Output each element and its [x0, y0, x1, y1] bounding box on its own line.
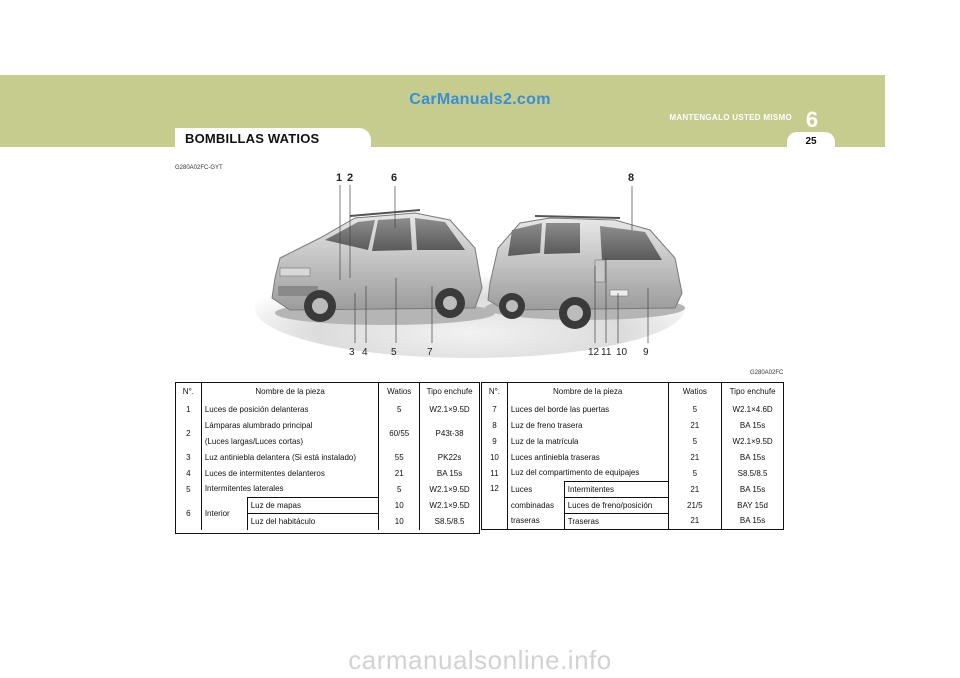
callout-10: 10	[616, 347, 628, 358]
row-name: Luces del borde las puertas	[507, 402, 668, 418]
sub-name: Traseras	[564, 514, 668, 530]
sub-name: Intermitentes	[564, 482, 668, 498]
row-watts: 10	[379, 498, 420, 514]
row-watts: 60/55	[379, 418, 420, 450]
callout-12: 12	[588, 347, 600, 358]
row-num: 9	[492, 436, 497, 446]
callout-4: 4	[362, 347, 368, 358]
header-name: Nombre de la pieza	[201, 383, 379, 402]
row-name: Luces antiniebla traseras	[507, 450, 668, 466]
row-name-line: combinadas	[507, 498, 564, 514]
row-watts: 5	[379, 482, 420, 498]
header-socket: Tipo enchufe	[420, 383, 480, 402]
row-watts: 55	[379, 450, 420, 466]
row-name-line: traseras	[507, 514, 564, 530]
row-num: 4	[186, 468, 191, 478]
row-name: Intermitentes laterales	[201, 482, 379, 498]
page-number: 25	[787, 132, 835, 152]
sub-name: Luz del habitáculo	[247, 514, 379, 530]
row-num: 6	[186, 508, 191, 518]
row-name: Luz antiniebla delantera (Si está instalado)	[201, 450, 379, 466]
cars-illustration	[250, 168, 690, 358]
row-socket: W2.1×9.5D	[722, 434, 784, 450]
page-edge-tab	[885, 75, 960, 147]
row-watts: 21	[668, 418, 722, 434]
sub-name: Luces de freno/posición	[564, 498, 668, 514]
sub-name: Luz de mapas	[247, 498, 379, 514]
figure-code: G280A02FC	[750, 370, 784, 376]
row-watts: 21	[668, 482, 722, 498]
row-watts: 5	[668, 466, 722, 482]
row-socket: W2.1×9.5D	[420, 482, 480, 498]
chapter-number: 6	[805, 107, 819, 132]
bulb-table-right	[481, 382, 784, 530]
row-name: Luz del compartimento de equipajes	[507, 466, 668, 482]
row-name: Lámparas alumbrado principal	[201, 418, 379, 434]
row-socket: BA 15s	[722, 450, 784, 466]
row-watts: 5	[668, 434, 722, 450]
callout-1: 1	[336, 172, 343, 184]
row-name: Luz de freno trasera	[507, 418, 668, 434]
row-socket: BAY 15d	[722, 498, 784, 514]
page-title: BOMBILLAS WATIOS	[185, 131, 320, 146]
row-num: 12	[489, 483, 499, 493]
row-watts: 21/5	[668, 498, 722, 514]
row-socket: BA 15s	[420, 466, 480, 482]
header-name: Nombre de la pieza	[507, 383, 668, 402]
document-code: G280A02FC-GYT	[175, 165, 223, 171]
rear-car	[485, 216, 685, 329]
row-name-cont: (Luces largas/Luces cortas)	[201, 434, 379, 450]
row-socket: BA 15s	[722, 482, 784, 498]
callout-7: 7	[427, 347, 433, 358]
header-watts: Watios	[379, 383, 420, 402]
callout-6: 6	[391, 172, 398, 184]
row-socket: S8.5/8.5	[722, 466, 784, 482]
row-socket: S8.5/8.5	[420, 514, 480, 530]
header-num: N°.	[182, 387, 194, 397]
row-watts: 5	[668, 402, 722, 418]
row-socket: BA 15s	[722, 418, 784, 434]
row-socket: W2.1×4.6D	[722, 402, 784, 418]
callout-11: 11	[601, 347, 612, 358]
row-name: Interior	[201, 498, 247, 530]
callout-9: 9	[643, 347, 649, 358]
row-watts: 5	[379, 402, 420, 418]
header-socket: Tipo enchufe	[722, 383, 784, 402]
row-name: Luces de posición delanteras	[201, 402, 379, 418]
row-num: 1	[186, 404, 191, 414]
row-socket: W2.1×9.5D	[420, 498, 480, 514]
row-socket: W2.1×9.5D	[420, 402, 480, 418]
front-car	[272, 210, 495, 325]
row-socket: BA 15s	[722, 514, 784, 530]
section-name: MANTENGALO USTED MISMO	[669, 113, 792, 122]
row-num: 3	[186, 452, 191, 462]
row-name: Luces de intermitentes delanteros	[201, 466, 379, 482]
bulb-table-left	[175, 382, 480, 534]
row-watts: 21	[379, 466, 420, 482]
row-name-line: Luces	[507, 482, 564, 498]
site-link[interactable]: CarManuals2.com	[409, 91, 551, 108]
callout-5: 5	[391, 347, 397, 358]
row-num: 10	[489, 452, 499, 462]
callout-2: 2	[347, 172, 354, 184]
row-num: 8	[492, 420, 497, 430]
row-socket: PK22s	[420, 450, 480, 466]
row-watts: 10	[379, 514, 420, 530]
row-watts: 21	[668, 450, 722, 466]
row-num: 2	[186, 428, 191, 438]
callout-8: 8	[628, 172, 635, 184]
header-watts: Watios	[668, 383, 722, 402]
row-num: 11	[490, 468, 499, 478]
row-watts: 21	[668, 514, 722, 530]
row-num: 7	[492, 404, 497, 414]
row-socket: P43t-38	[420, 418, 480, 450]
callout-3: 3	[349, 347, 355, 358]
header-num: N°.	[488, 387, 501, 397]
watermark: carmanualsonline.info	[348, 645, 612, 675]
row-num: 5	[186, 484, 191, 494]
row-name: Luz de la matrícula	[507, 434, 668, 450]
